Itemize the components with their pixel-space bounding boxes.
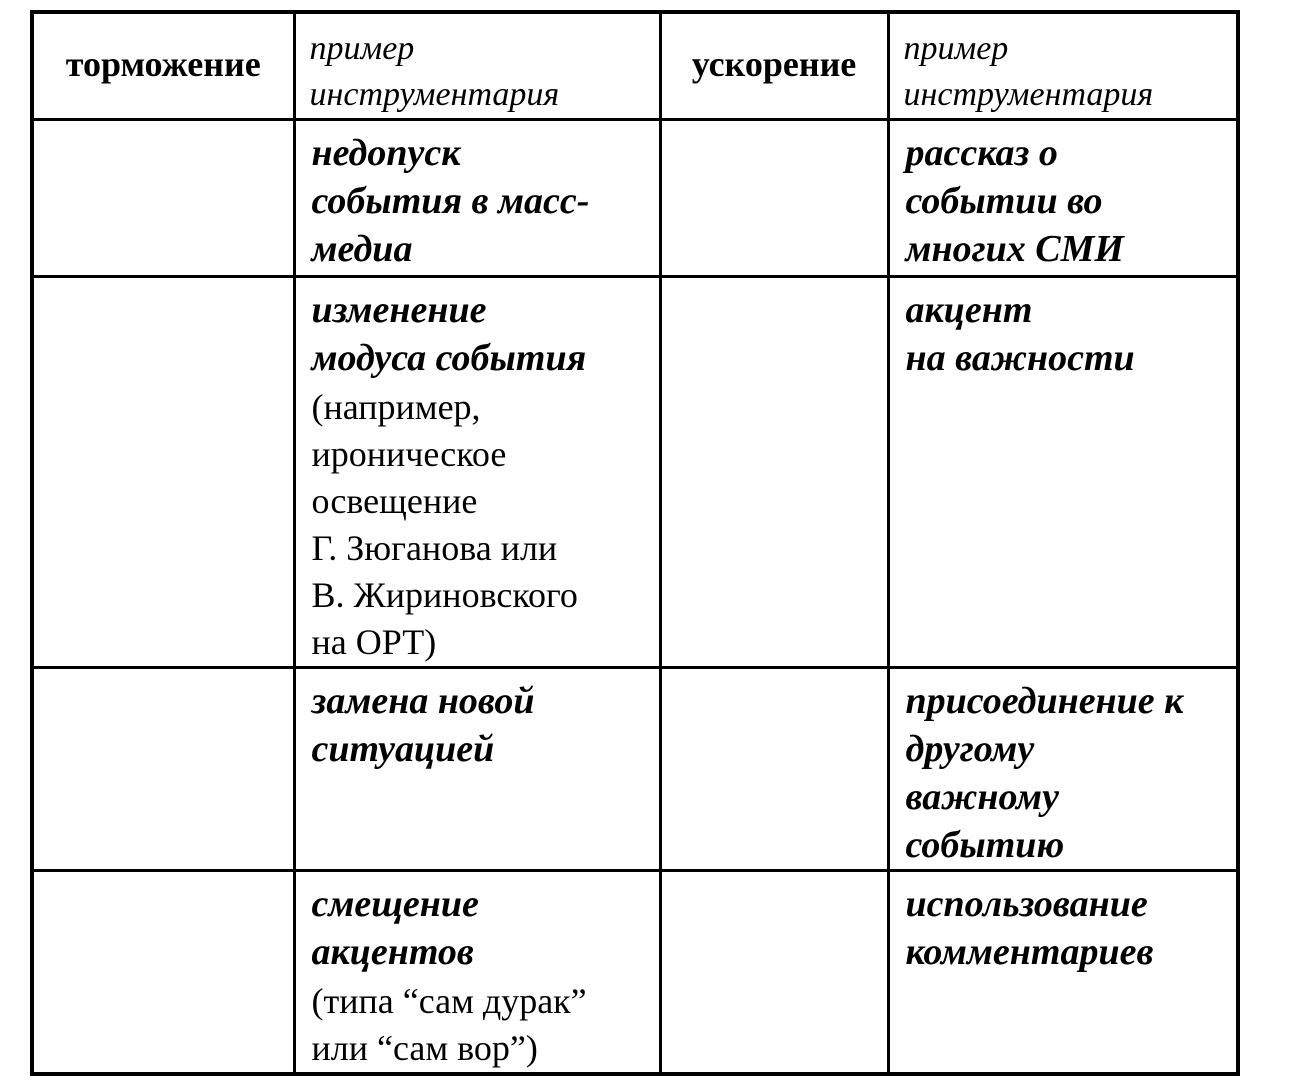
acceleration-example-cell: [888, 277, 1238, 668]
table-row: [32, 120, 1238, 277]
table-row: [32, 668, 1238, 871]
table-row: [32, 871, 1238, 1075]
braking-cell: [32, 668, 294, 871]
header-braking-example-text: пример инструментария: [309, 30, 560, 113]
braking-example: смещение акцентов: [311, 883, 479, 973]
braking-example-note: (например, ироническое освещение Г. Зюганова или В. Жириновского на ОРТ): [311, 387, 578, 662]
braking-cell: [32, 277, 294, 668]
braking-example-cell: [294, 277, 660, 668]
braking-cell: [32, 120, 294, 277]
acceleration-example-cell: [888, 120, 1238, 277]
braking-example: изменение модуса события: [311, 289, 587, 379]
header-acceleration: ускорение: [660, 12, 888, 120]
header-braking: торможение: [32, 12, 294, 120]
acceleration-cell: [660, 277, 888, 668]
acceleration-cell: [660, 668, 888, 871]
header-acceleration-example-text: пример инструментария: [903, 30, 1154, 113]
braking-example: замена новой ситуацией: [311, 680, 535, 770]
braking-example-cell: [294, 120, 660, 277]
braking-example-cell: [294, 871, 660, 1075]
braking-example: недопуск события в масс- медиа: [311, 132, 590, 270]
header-row: [32, 12, 1238, 120]
braking-example-cell: [294, 668, 660, 871]
braking-acceleration-table: [30, 10, 1240, 1076]
braking-cell: [32, 871, 294, 1075]
header-braking-example: [294, 12, 660, 120]
acceleration-example-cell: [888, 668, 1238, 871]
acceleration-example: акцент на важности: [905, 289, 1135, 379]
table-row: [32, 277, 1238, 668]
header-acceleration-example: [888, 12, 1238, 120]
acceleration-example: использование комментариев: [905, 883, 1154, 973]
acceleration-example: рассказ о событии во многих СМИ: [905, 132, 1124, 270]
acceleration-cell: [660, 120, 888, 277]
acceleration-example-cell: [888, 871, 1238, 1075]
braking-example-note: (типа “сам дурак” или “сам вор”): [311, 981, 587, 1068]
acceleration-cell: [660, 871, 888, 1075]
acceleration-example: присоединение к другому важному событию: [905, 680, 1184, 866]
